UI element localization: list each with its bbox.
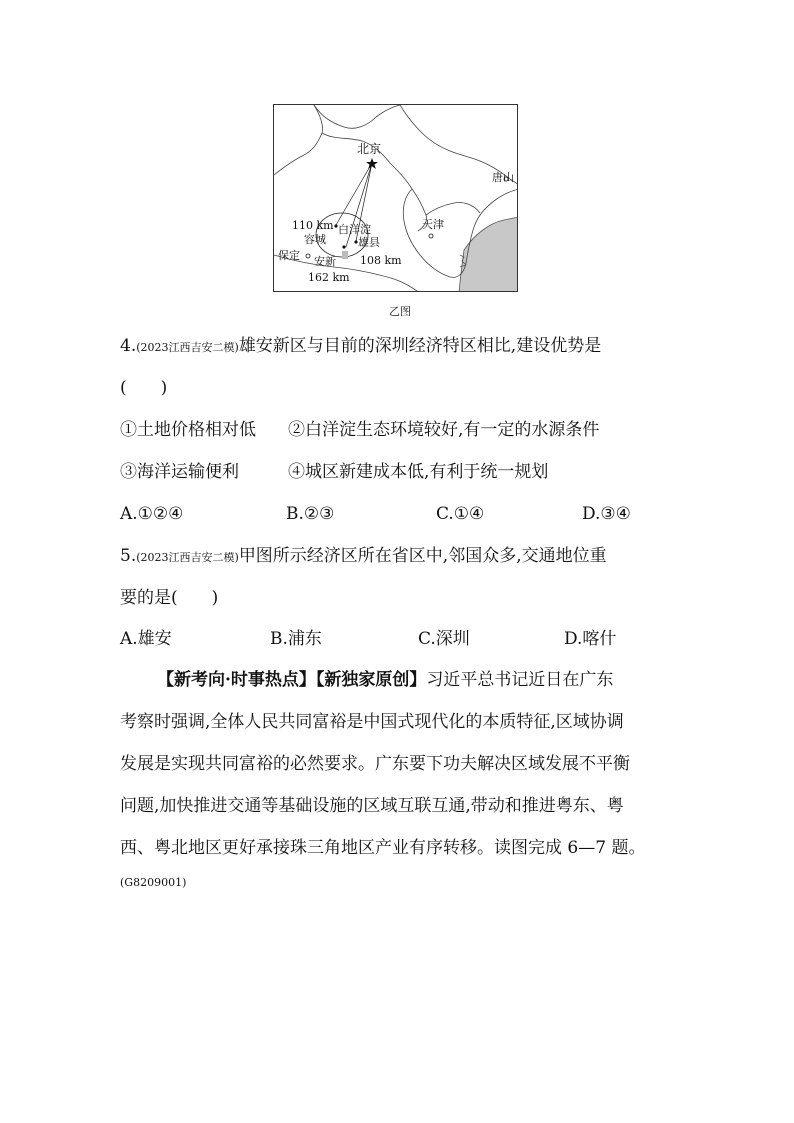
passage-tag-original: 【新独家原创】 [315, 670, 427, 690]
question-4-text: 雄安新区与目前的深圳经济特区相比,建设优势是 [238, 336, 602, 356]
passage-line-5: 西、粤北地区更好承接珠三角地区产业有序转移。读图完成 6—7 题。 [120, 838, 646, 858]
question-4-item-2: ②白洋淀生态环境较好,有一定的水源条件 [288, 420, 600, 440]
rongcheng-label: 容城 [304, 233, 326, 246]
question-4-item-1: ①土地价格相对低 [120, 420, 256, 440]
question-4-blank: ( ) [120, 378, 168, 398]
question-code: (G8209001) [120, 876, 187, 889]
passage-tag-trend: 【新考向·时事热点】 [157, 670, 316, 690]
question-5-stem [120, 545, 607, 569]
beijing-star-icon [366, 158, 378, 169]
question-4-item-3: ③海洋运输便利 [120, 462, 239, 482]
question-4-source: (2023江西吉安二模) [136, 341, 239, 354]
question-5-option-d[interactable]: D.喀什 [564, 629, 617, 649]
question-5-source: (2023江西吉安二模) [136, 551, 239, 564]
anxin-label: 安新 [314, 255, 336, 268]
passage-line-4: 问题,加快推进交通等基础设施的区域互联互通,带动和推进粤东、粤 [120, 796, 624, 816]
question-5-text-line1: 甲图所示经济区所在省区中,邻国众多,交通地位重 [238, 546, 607, 566]
distance-162-label: 162 km [308, 271, 350, 284]
baiyangdian-label: 白洋淀 [338, 223, 371, 236]
passage-line-2: 考察时强调,全体人民共同富裕是中国式现代化的本质特征,区域协调 [120, 712, 624, 732]
passage-text-1: 习近平总书记近日在广东 [426, 670, 614, 690]
baoding-dot-icon [306, 254, 310, 258]
map-figure [273, 104, 518, 292]
distance-108-label: 108 km [360, 254, 402, 267]
question-4-item-4: ④城区新建成本低,有利于统一规划 [288, 462, 549, 482]
passage-line-3: 发展是实现共同富裕的必然要求。广东要下功夫解决区域发展不平衡 [120, 754, 630, 774]
question-4-stem [120, 335, 601, 359]
question-5-text-line2: 要的是( ) [120, 588, 219, 608]
tangshan-label: 唐山 [492, 171, 514, 184]
baiyangdian-lake-icon [342, 251, 348, 259]
baoding-label: 保定 [278, 249, 300, 262]
question-4-option-b[interactable]: B.②③ [286, 504, 335, 524]
question-4-option-c[interactable]: C.①④ [436, 504, 485, 524]
anxin-dot-icon [342, 245, 345, 248]
xiongxian-label: 雄县 [358, 236, 380, 249]
distance-110-label: 110 km [292, 219, 334, 232]
question-4-number: 4. [120, 336, 137, 356]
tianjin-label: 天津 [422, 218, 444, 231]
boundary-north [314, 105, 400, 128]
question-4-option-d[interactable]: D.③④ [582, 504, 631, 524]
boundary-west [274, 105, 323, 175]
question-5-option-c[interactable]: C.深圳 [418, 629, 470, 649]
question-5-option-b[interactable]: B.浦东 [270, 629, 322, 649]
question-5-option-a[interactable]: A.雄安 [120, 629, 172, 649]
map-caption: 乙图 [389, 305, 411, 318]
beijing-label: 北京 [357, 142, 382, 156]
tianjin-dot-icon [429, 234, 433, 238]
question-4-option-a[interactable]: A.①②④ [120, 504, 184, 524]
question-5-number: 5. [120, 546, 137, 566]
boundary-inner [426, 202, 480, 215]
passage-line-1 [157, 669, 613, 691]
